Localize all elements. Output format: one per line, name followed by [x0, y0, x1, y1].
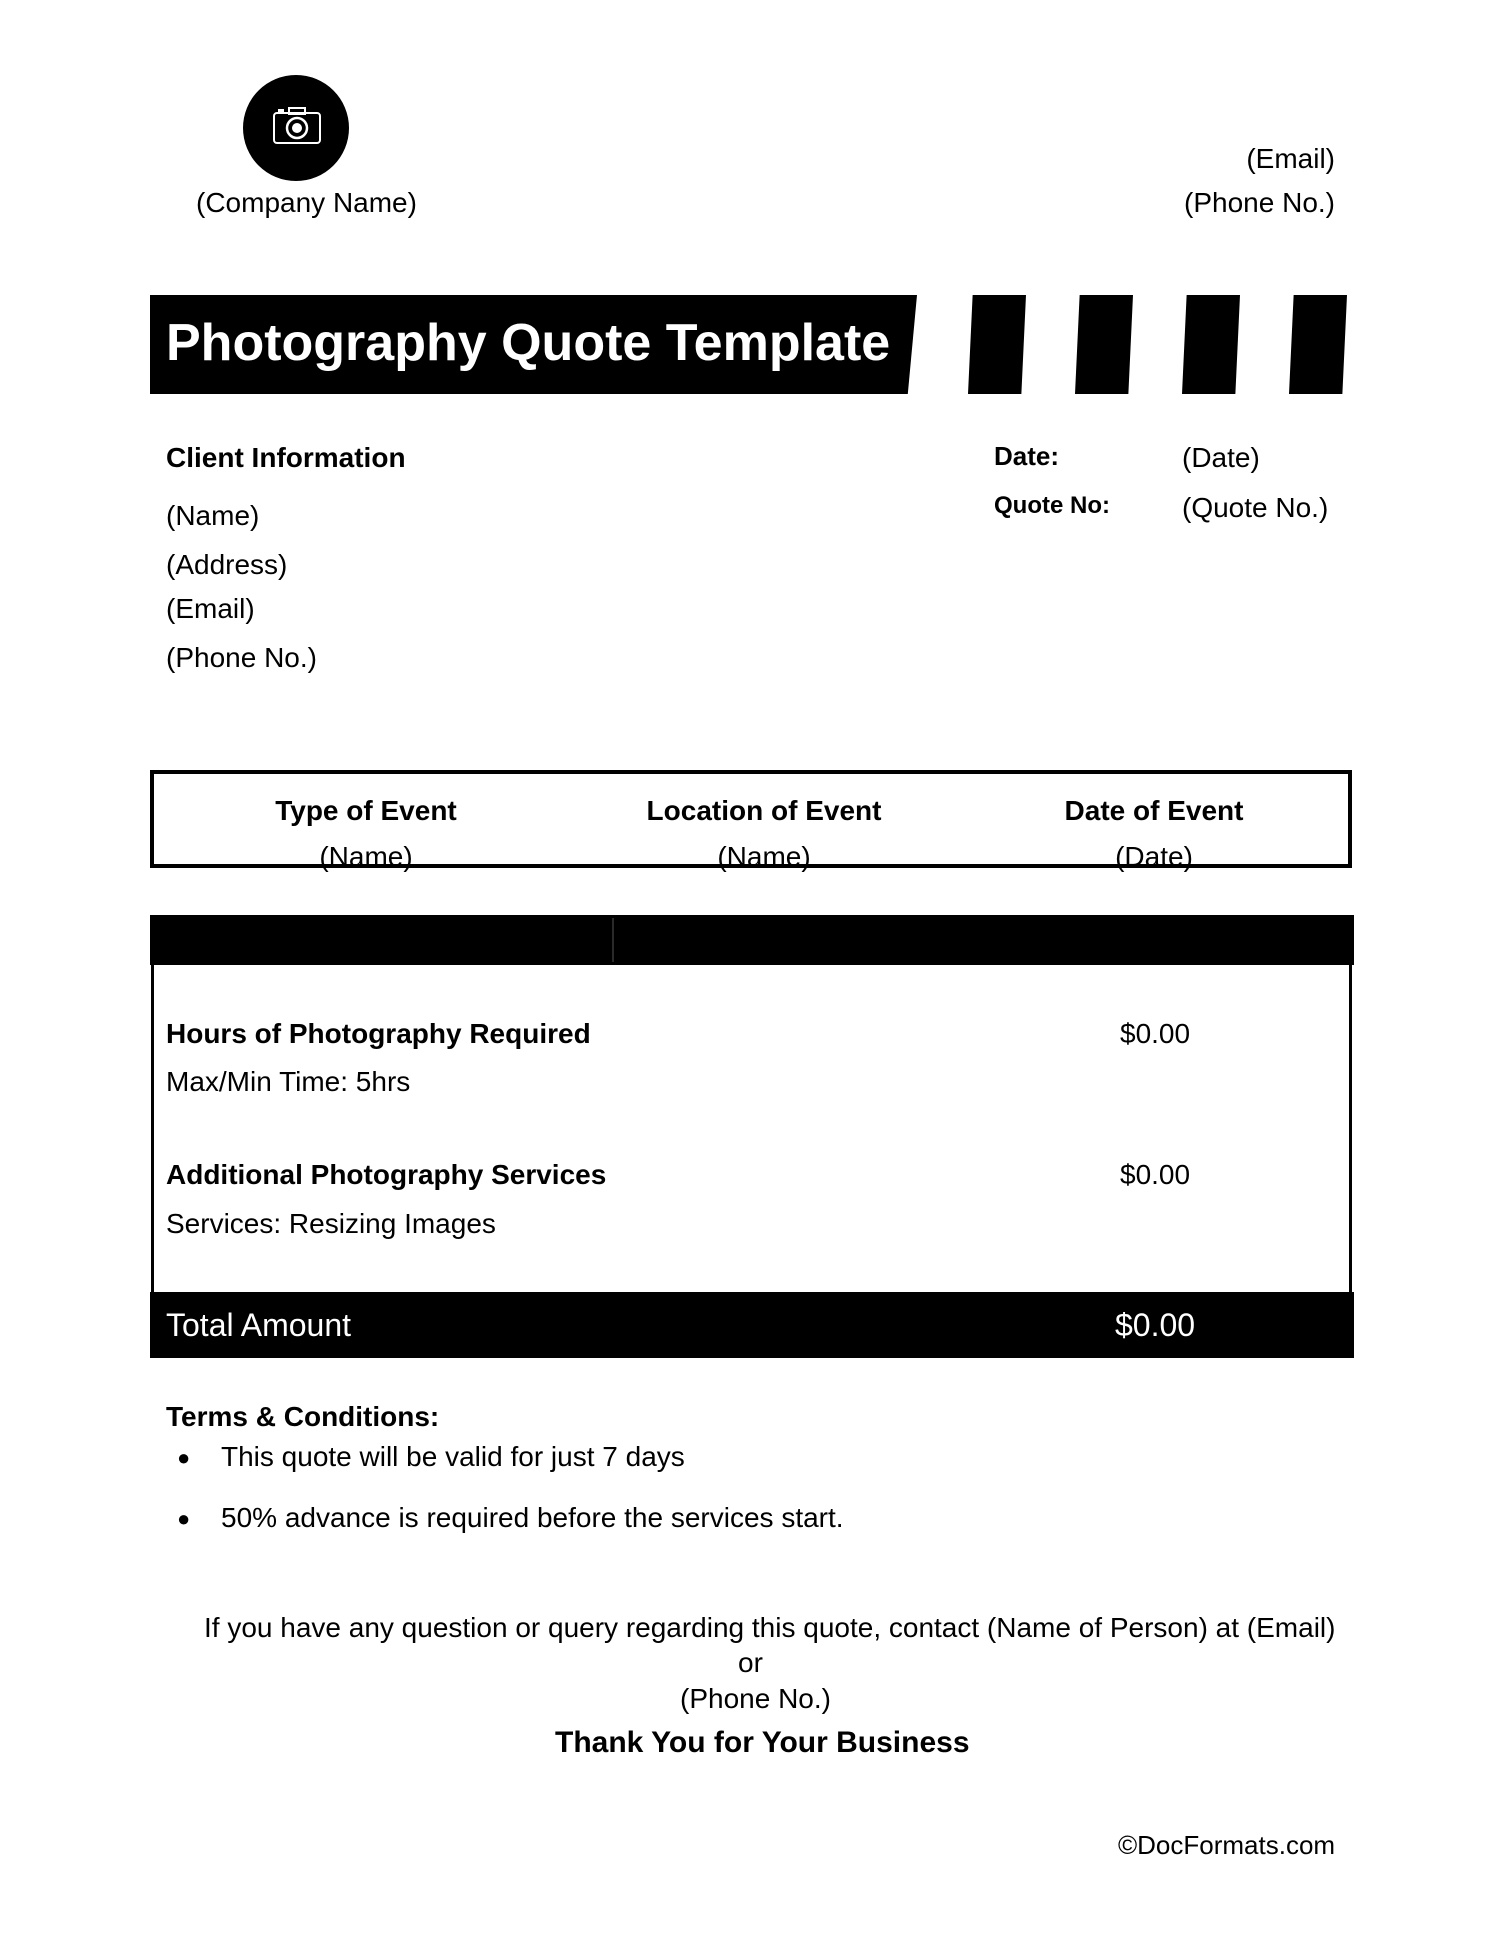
client-phone: (Phone No.)	[166, 642, 317, 673]
client-email: (Email)	[166, 593, 255, 624]
banner-stripe	[1289, 295, 1347, 394]
service-title: Hours of Photography Required	[166, 1018, 591, 1049]
event-location-value: (Name)	[717, 841, 811, 872]
service-amount: $0.00	[1120, 1018, 1191, 1049]
thank-you: Thank You for Your Business	[555, 1726, 970, 1759]
banner-stripe	[968, 295, 1026, 394]
company-logo	[243, 75, 349, 181]
banner-stripe	[1182, 295, 1240, 394]
date-value: (Date)	[1182, 442, 1260, 473]
quote-no-label: Quote No:	[994, 492, 1110, 519]
service-amount: $0.00	[1120, 1159, 1191, 1190]
service-detail: Services: Resizing Images	[166, 1208, 496, 1239]
bullet-icon: ●	[177, 1445, 191, 1470]
date-label: Date:	[994, 441, 1060, 471]
terms-item: This quote will be valid for just 7 days	[221, 1441, 685, 1472]
event-date-column	[964, 788, 1344, 880]
event-type-column	[176, 788, 556, 880]
copyright: ©DocFormats.com	[1118, 1830, 1336, 1860]
contact-line: If you have any question or query regarding this quote, contact (Name of Person) at (Email)	[204, 1612, 1336, 1643]
bullet-icon: ●	[177, 1506, 191, 1531]
total-amount: $0.00	[1115, 1307, 1196, 1343]
company-name: (Company Name)	[196, 187, 417, 218]
event-type-value: (Name)	[319, 841, 413, 872]
event-location-column	[574, 788, 954, 880]
event-date-value: (Date)	[1115, 841, 1193, 872]
header-email: (Email)	[1246, 143, 1335, 174]
contact-phone: (Phone No.)	[680, 1683, 831, 1714]
event-date-header: Date of Event	[1064, 795, 1244, 826]
total-label: Total Amount	[166, 1307, 351, 1343]
quote-no-value: (Quote No.)	[1182, 492, 1329, 523]
terms-heading: Terms & Conditions:	[166, 1401, 440, 1432]
event-type-header: Type of Event	[275, 795, 457, 826]
service-detail: Max/Min Time: 5hrs	[166, 1066, 411, 1097]
header-divider	[612, 918, 614, 962]
total-bar	[150, 1292, 1354, 1358]
camera-icon	[243, 75, 349, 181]
services-table	[151, 915, 1352, 1355]
event-table	[150, 770, 1352, 872]
header-phone: (Phone No.)	[1184, 187, 1335, 218]
banner-stripe	[1075, 295, 1133, 394]
service-title: Additional Photography Services	[166, 1159, 607, 1190]
terms-item: 50% advance is required before the services start.	[221, 1502, 844, 1533]
services-table-header	[150, 915, 1354, 965]
contact-or: or	[738, 1647, 763, 1678]
client-name: (Name)	[166, 500, 260, 531]
page-title: Photography Quote Template	[166, 314, 891, 372]
client-info-heading: Client Information	[166, 442, 406, 473]
client-address: (Address)	[166, 549, 288, 580]
event-location-header: Location of Event	[646, 795, 882, 826]
